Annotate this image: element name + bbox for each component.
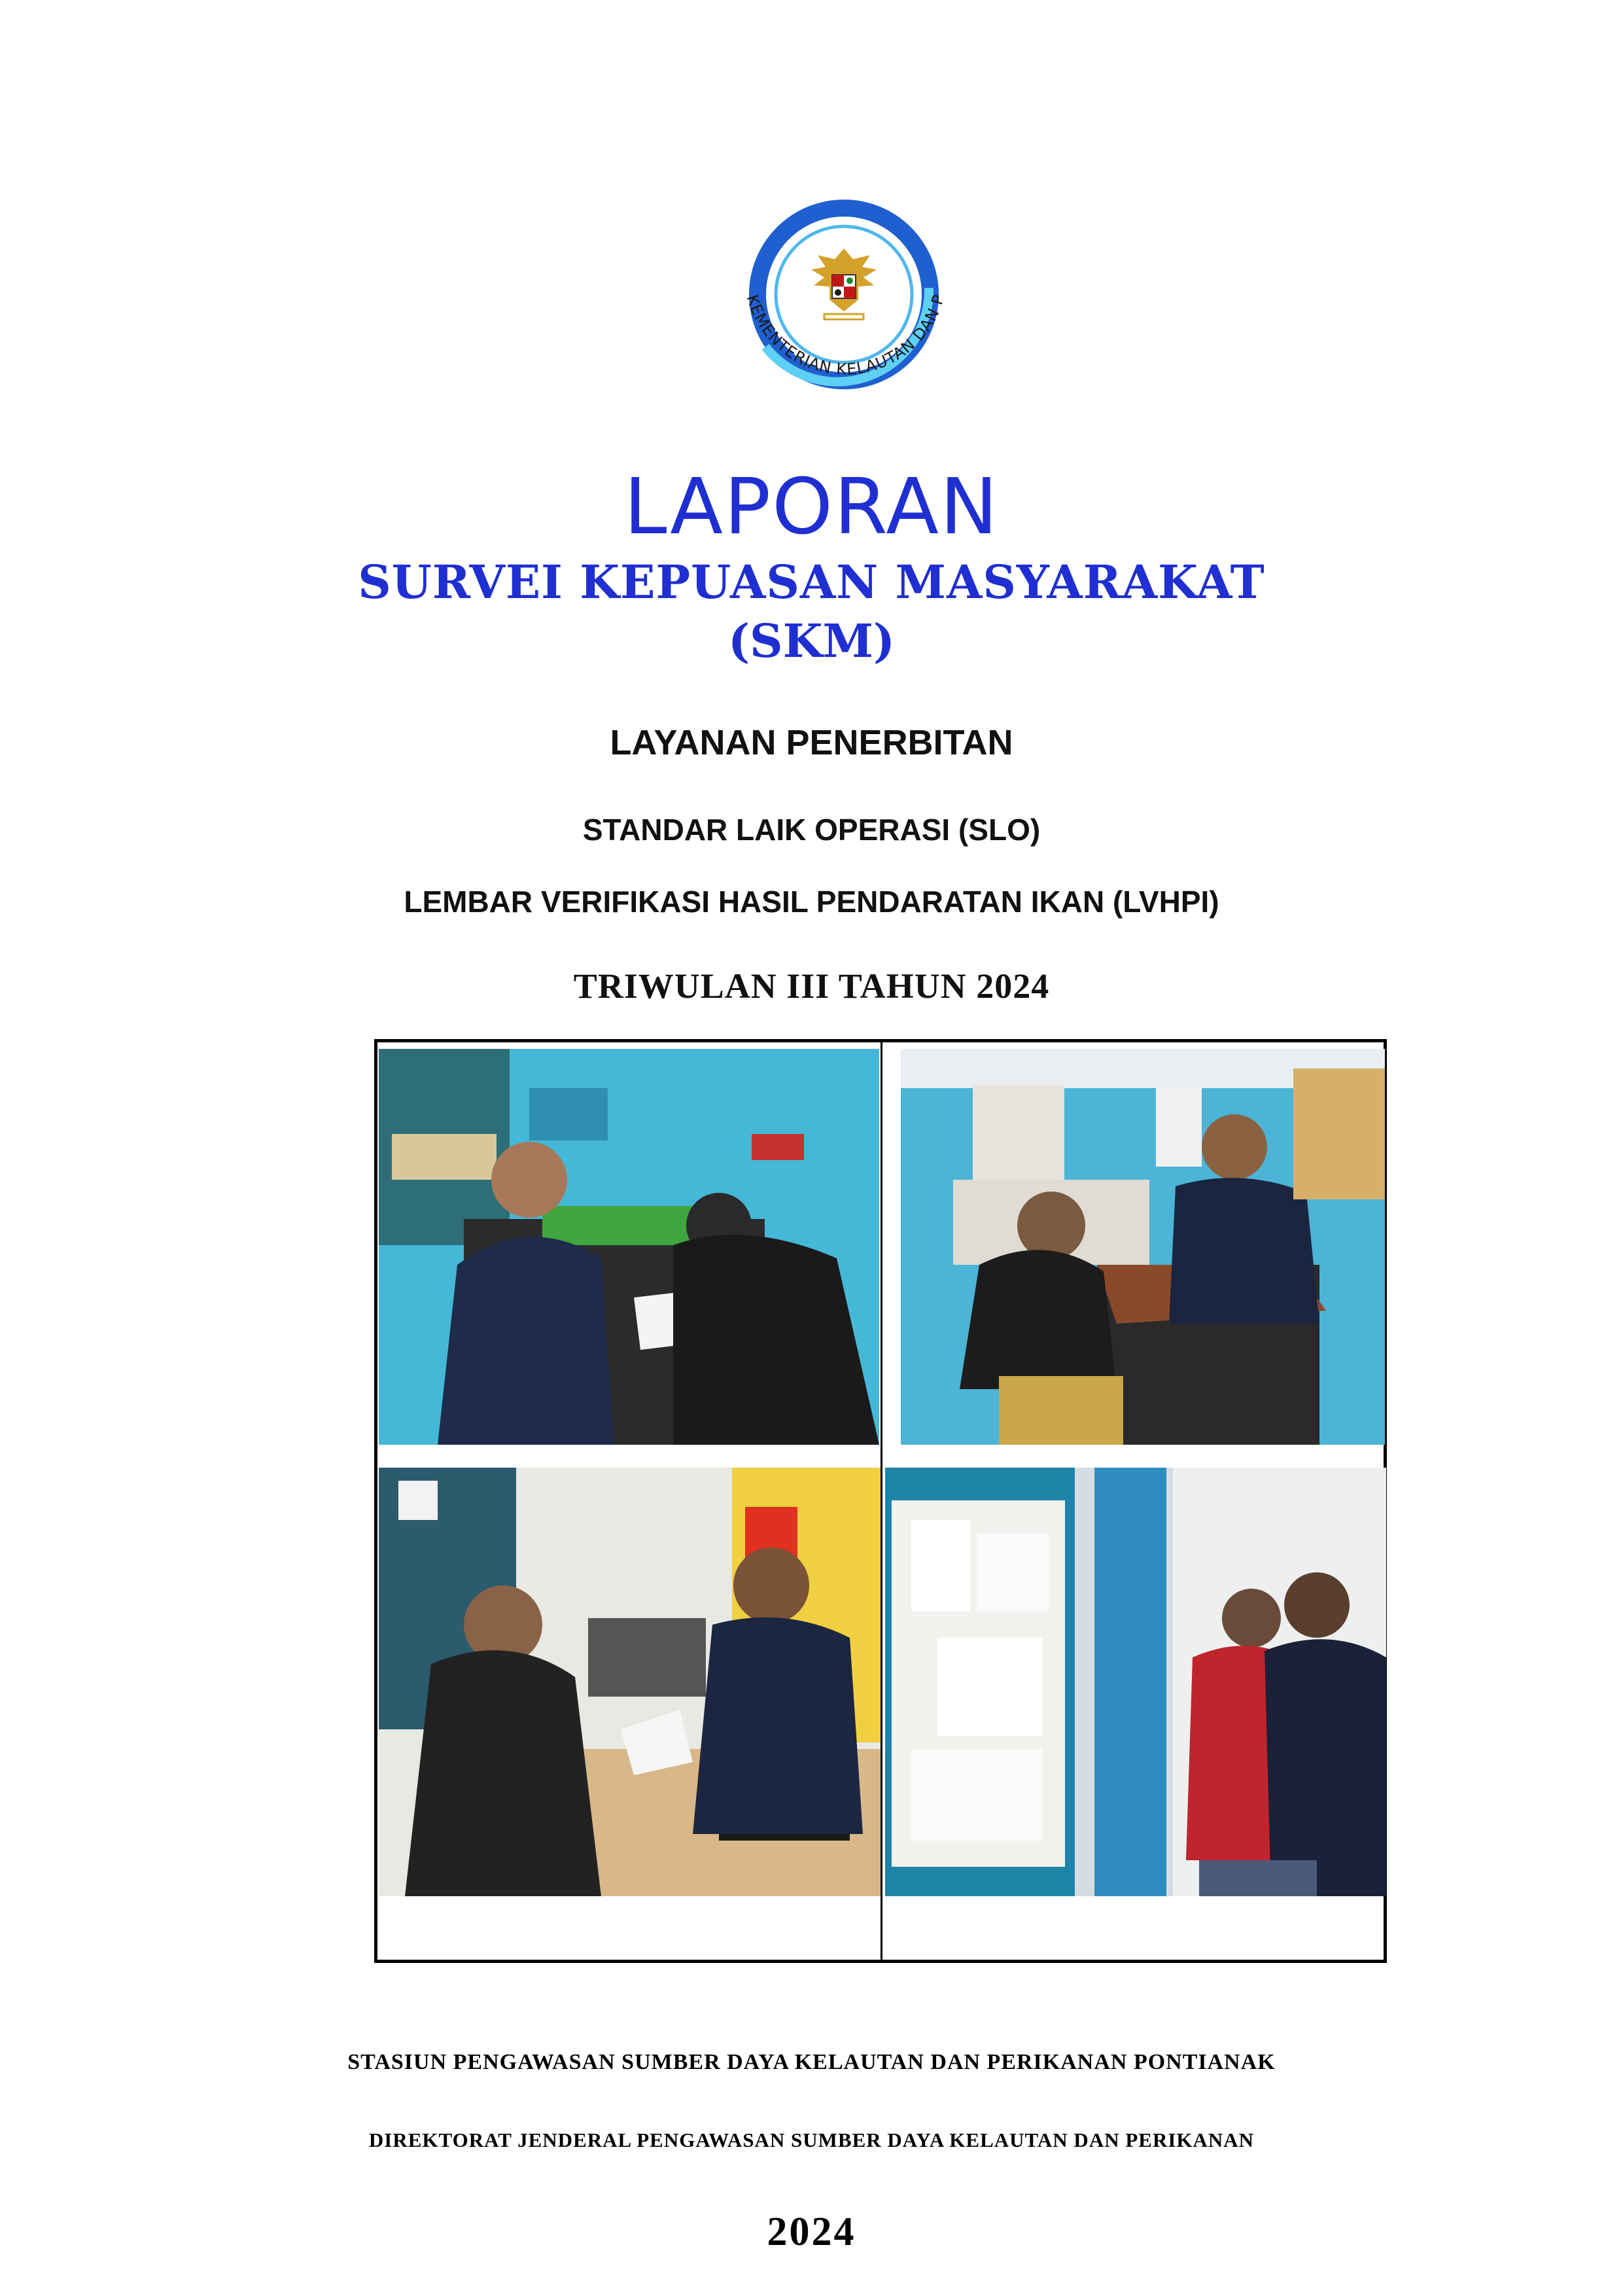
- photo-grid: [374, 1039, 1387, 1963]
- subtitle-layanan: LAYANAN PENERBITAN: [610, 723, 1013, 762]
- photo-respondent-filling-form: [379, 1468, 881, 1896]
- grid-divider: [881, 1042, 882, 1960]
- logo-graphic: [720, 177, 971, 429]
- title-skm: (SKM): [727, 614, 896, 668]
- logo-ring-text: KEMENTERIAN KELAUTAN DAN P: [742, 292, 949, 379]
- title-laporan: LAPORAN: [623, 461, 1000, 552]
- subtitle-slo: STANDAR LAIK OPERASI (SLO): [582, 813, 1041, 847]
- footer-direktorat: DIREKTORAT JENDERAL PENGAWASAN SUMBER DAYA KELAUTAN DAN PERIKANAN: [368, 2128, 1255, 2151]
- title-survei: SURVEI KEPUASAN MASYARAKAT: [358, 555, 1265, 609]
- subtitle-lvhpi: LEMBAR VERIFIKASI HASIL PENDARATAN IKAN (LVHPI): [404, 885, 1219, 919]
- footer-stasiun: STASIUN PENGAWASAN SUMBER DAYA KELAUTAN DAN PERIKANAN PONTIANAK: [347, 2050, 1276, 2074]
- photo-scanning-qr-notice-board: [885, 1468, 1386, 1896]
- photo-officer-assisting-respondent: [379, 1049, 879, 1445]
- period-triwulan: TRIWULAN III TAHUN 2024: [573, 966, 1050, 1006]
- kkp-logo: [720, 177, 971, 429]
- photo-respondent-scanning-qr: [901, 1049, 1385, 1445]
- footer-year: 2024: [767, 2210, 856, 2254]
